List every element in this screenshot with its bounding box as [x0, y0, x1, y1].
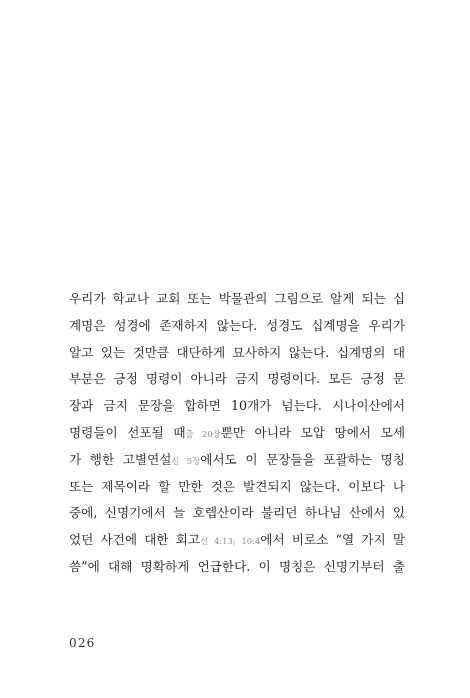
- text-segment: 에서도 이 문장들을 포괄하는 명칭: [200, 451, 405, 467]
- text-line: [69, 447, 405, 474]
- scripture-reference: 신 4:13; 10:4: [200, 536, 261, 547]
- text-segment: 알고 있는 것만큼 대단하게 묘사하지 않는다. 십계명의 대: [69, 344, 405, 360]
- text-line: [69, 554, 405, 581]
- text-line: [69, 420, 405, 447]
- text-line: [69, 527, 405, 554]
- text-segment: 우리가 학교나 교회 또는 박물관의 그림으로 알게 되는 십: [69, 291, 405, 306]
- text-segment: 뿐만 아니라 모압 땅에서 모세: [220, 424, 405, 440]
- text-segment: 중에, 신명기에서 늘 호렙산이라 불리던 하나님 산에서 있: [69, 505, 405, 521]
- text-segment: 또는 제목이라 할 만한 것은 발견되지 않는다. 이보다 나: [69, 478, 405, 494]
- text-line: [69, 474, 405, 501]
- text-segment: 계명은 성경에 존재하지 않는다. 성경도 십계명을 우리가: [69, 317, 405, 333]
- scripture-reference: 출 20장: [185, 428, 221, 439]
- text-line: [69, 366, 405, 393]
- text-line: [69, 393, 405, 420]
- text-segment: 부분은 긍정 명령이 아니라 금지 명령이다. 모든 긍정 문: [69, 371, 405, 387]
- text-segment: 씀”에 대해 명확하게 언급한다. 이 명칭은 신명기부터 출: [69, 558, 405, 574]
- scripture-reference: 신 5장: [171, 455, 201, 466]
- text-segment: 장과 금지 문장을 합하면 10개가 넘는다. 시나이산에서: [69, 398, 405, 414]
- text-segment: 었던 사건에 대한 회고: [69, 532, 201, 548]
- text-line: [69, 500, 405, 527]
- text-segment: 가 행한 고별연설: [69, 451, 172, 467]
- page-number: 026: [69, 636, 96, 650]
- text-line: [69, 313, 405, 340]
- text-segment: 명령들이 선포될 때: [69, 424, 186, 440]
- body-paragraph: [69, 286, 405, 581]
- text-line: [69, 340, 405, 367]
- text-segment: 에서 비로소 “열 가지 말: [260, 532, 405, 548]
- text-line: [69, 286, 405, 313]
